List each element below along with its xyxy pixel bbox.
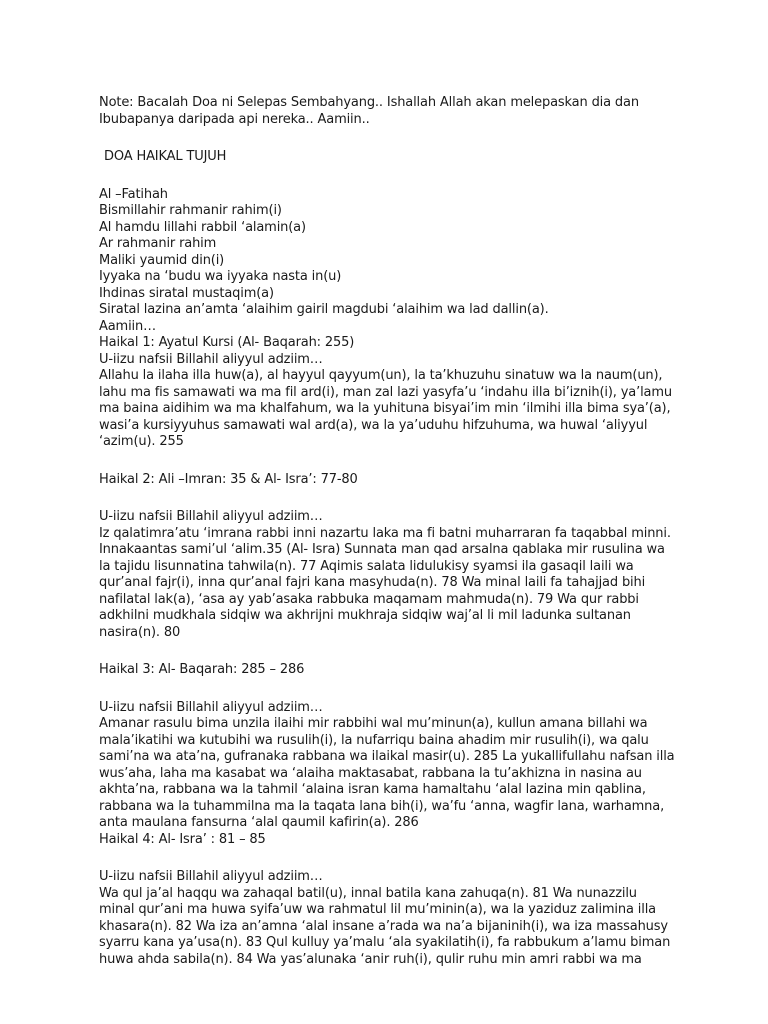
- text-line: ‘azim(u). 255: [99, 434, 184, 449]
- text-line: Innakaantas sami’ul ‘alim.35 (Al- Isra) Sunnata man qad arsalna qablaka mir rusulina wa: [99, 542, 665, 557]
- text-line: Ar rahmanir rahim: [99, 236, 217, 251]
- text-line: Al –Fatihah: [99, 186, 168, 202]
- text-line: Wa qul ja’al haqqu wa zahaqal batil(u), innal batila kana zahuqa(n). 81 Wa nunazzilu: [99, 885, 637, 901]
- document-title: DOA HAIKAL TUJUH: [104, 149, 227, 164]
- text-line: nasira(n). 80: [99, 624, 181, 640]
- text-line: Aamiin…: [99, 318, 156, 334]
- text-line: sami’na wa ata’na, gufranaka rabbana wa ilaikal masir(u). 285 La yukallifullahu nafsan illa: [99, 749, 675, 764]
- text-line: Haikal 4: Al- Isra’ : 81 – 85: [99, 831, 266, 847]
- text-line: ma baina aidihim wa ma khalfahum, wa la yuhituna bisyai’im min ‘ilmihi illa bima sya’(a),: [99, 401, 671, 416]
- section-heading: Haikal 1: Ayatul Kursi (Al- Baqarah: 255): [99, 335, 355, 350]
- section-heading: Haikal 3: Al- Baqarah: 285 – 286: [99, 662, 305, 677]
- text-line: Maliki yaumid din(i): [99, 252, 225, 268]
- haikal-3-section: [99, 662, 739, 848]
- text-line: nafilatal lak(a), ‘asa ay yab’asaka rabbuka maqamam mahmuda(n). 79 Wa qur rabbi: [99, 591, 639, 607]
- text-line: syarru kana ya’usa(n). 83 Qul kulluy ya’malu ‘ala syakilatih(i), fa rabbukum a’lamu biman: [99, 935, 671, 950]
- section-heading: Haikal 2: Ali –Imran: 35 & Al- Isra’: 77-80: [99, 471, 358, 487]
- note-line: Ibubapanya daripada api nereka.. Aamiin..: [99, 111, 370, 127]
- document-body: [99, 95, 739, 968]
- text-line: U-iizu nafsii Billahil aliyyul adziim…: [99, 351, 323, 367]
- text-line: Iyyaka na ‘budu wa iyyaka nasta in(u): [99, 269, 342, 284]
- text-line: qur’anal fajr(i), inna qur’anal fajri kana masyhuda(n). 78 Wa minal laili fa tahajjad bihi: [99, 575, 646, 590]
- haikal-4-section: [99, 869, 739, 968]
- text-line: akhta’na, rabbana wa la tahmil ‘alaina isran kama hamaltahu ‘alal lazina min qablina,: [99, 782, 646, 797]
- text-line: huwa ahda sabila(n). 84 Wa yas’alunaka ‘anir ruh(i), qulir ruhu min amri rabbi wa ma: [99, 951, 642, 967]
- text-line: mala’ikatihi wa kutubihi wa rusulih(i), la nufarriqu baina ahadim mir rusulih(i), wa qalu: [99, 732, 649, 748]
- text-line: wus’aha, laha ma kasabat wa ‘alaiha maktasabat, rabbana la tu’akhizna in nasina au: [99, 765, 642, 781]
- text-line: khasara(n). 82 Wa iza an’amna ‘alal insane a’rada wa na’a bijaninih(i), wa iza massahusy: [99, 918, 668, 934]
- text-line: rabbana wa la tuhammilna ma la taqata lana bih(i), wa’fu ‘anna, wagfir lana, warhamna,: [99, 798, 665, 814]
- text-line: minal qur’ani ma huwa syifa’uw wa rahmatul lil mu’minin(a), wa la yaziduz zalimina illa: [99, 902, 656, 917]
- text-line: Iz qalatimra’atu ‘imrana rabbi inni nazartu laka ma fi batni muharraran fa taqabbal minni.: [99, 525, 671, 541]
- note-line: Note: Bacalah Doa ni Selepas Sembahyang.. Ishallah Allah akan melepaskan dia dan: [99, 95, 639, 110]
- text-line: lahu ma fis samawati wa ma fil ard(i), man zal lazi yasyfa’u ‘indahu illa bi’iznih(i), ya’lamu: [99, 384, 672, 400]
- text-line: Allahu la ilaha illa huw(a), al hayyul qayyum(un), la ta’khuzuhu sinatuw wa la naum(un),: [99, 368, 663, 383]
- text-line: U-iizu nafsii Billahil aliyyul adziim…: [99, 869, 323, 884]
- text-line: Bismillahir rahmanir rahim(i): [99, 203, 282, 218]
- fatihah-section: [99, 187, 739, 451]
- text-line: U-iizu nafsii Billahil aliyyul adziim…: [99, 699, 323, 715]
- note-paragraph: [99, 95, 739, 128]
- text-line: la tajidu lisunnatina tahwila(n). 77 Aqimis salata lidulukisy syamsi ila gasaqil laili wa: [99, 558, 634, 574]
- text-line: adkhilni mudkhala sidqiw wa akhrijni mukhraja sidqiw waj’al li mil ladunka sultanan: [99, 608, 631, 623]
- text-line: Amanar rasulu bima unzila ilaihi mir rabbihi wal mu’minun(a), kullun amana billahi wa: [99, 716, 648, 731]
- text-line: Al hamdu lillahi rabbil ‘alamin(a): [99, 219, 306, 235]
- text-line: Ihdinas siratal mustaqim(a): [99, 285, 274, 301]
- text-line: wasi’a kursiyyuhus samawati wal ard(a), wa la ya’uduhu hifzuhuma, wa huwal ‘aliyyul: [99, 417, 648, 433]
- text-line: U-iizu nafsii Billahil aliyyul adziim…: [99, 509, 323, 524]
- text-line: Siratal lazina an’amta ‘alaihim gairil magdubi ‘alaihim wa lad dallin(a).: [99, 302, 549, 317]
- haikal-2-section: [99, 472, 739, 642]
- text-line: anta maulana fansurna ‘alal qaumil kafirin(a). 286: [99, 815, 419, 830]
